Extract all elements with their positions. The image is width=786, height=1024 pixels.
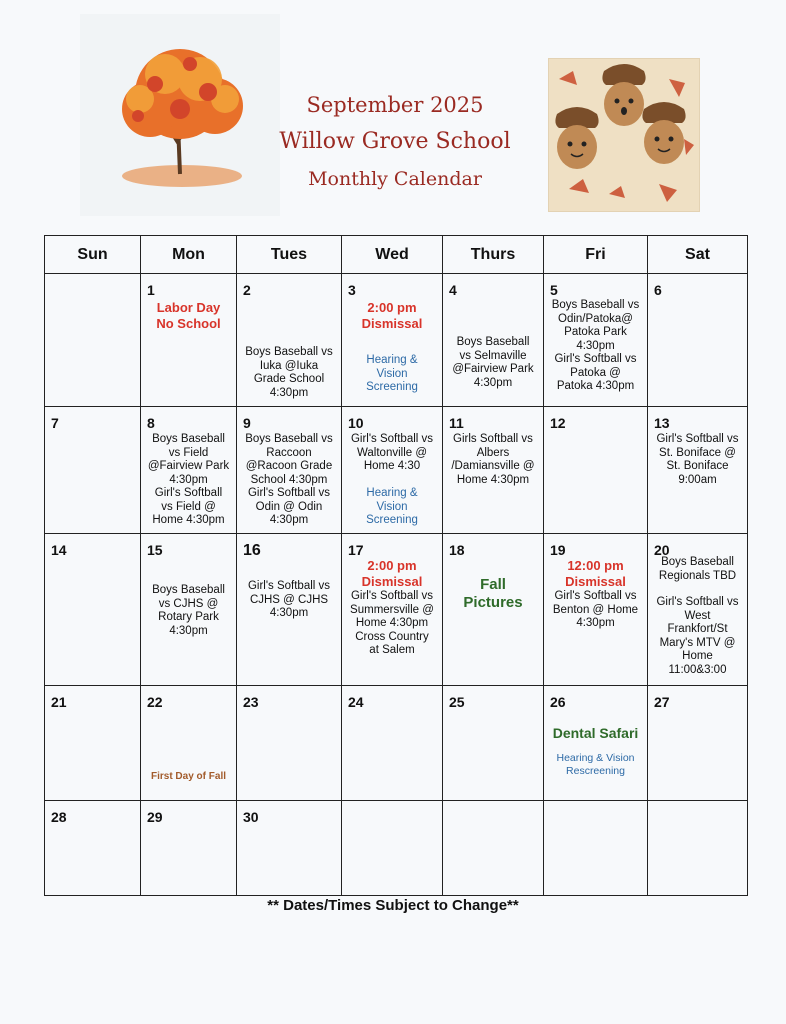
day-number: 24 xyxy=(348,694,364,710)
day-cell-19 xyxy=(544,534,648,686)
event-text: Home xyxy=(682,650,713,662)
day-cell-13 xyxy=(648,407,748,534)
event-text: Boys Baseball vs xyxy=(551,299,640,311)
event-text: 11:00&3:00 xyxy=(668,663,727,676)
weekday-mon: Mon xyxy=(141,236,237,274)
event-text: vs CJHS @ xyxy=(158,597,219,610)
day-cell-21 xyxy=(45,686,141,801)
day-number: 1 xyxy=(147,282,155,298)
event-text: Grade School xyxy=(253,373,325,385)
event-text: Patoka @ xyxy=(570,366,621,379)
day-cell-1 xyxy=(141,274,237,407)
event-text: Boys Baseball xyxy=(152,584,225,596)
day-cell-24 xyxy=(342,686,443,801)
event-text: Summersville @ xyxy=(350,603,434,616)
event-text: Screening xyxy=(366,514,418,526)
day-number: 21 xyxy=(51,694,67,710)
event-text: Girl's Softball vs xyxy=(656,596,739,608)
day-number: 6 xyxy=(654,282,662,298)
day-cell-3 xyxy=(342,274,443,407)
event-text: Hearing & xyxy=(366,487,418,499)
day-cell-empty xyxy=(443,801,544,896)
week-row xyxy=(45,274,748,407)
weekday-header-row xyxy=(45,236,748,274)
week-row xyxy=(45,801,748,896)
week-row xyxy=(45,407,748,534)
weekday-thurs: Thurs xyxy=(443,236,544,274)
weekday-sun: Sun xyxy=(45,236,141,274)
event-text: at Salem xyxy=(369,644,415,656)
day-number: 17 xyxy=(348,542,364,558)
day-cell-27 xyxy=(648,686,748,801)
event-text: vs Selmaville xyxy=(459,349,527,362)
day-cell-7 xyxy=(45,407,141,534)
weekday-tues: Tues xyxy=(237,236,342,274)
event-text: Screening xyxy=(366,381,418,393)
event-text: Boys Baseball xyxy=(152,433,225,445)
week-row xyxy=(45,534,748,686)
day-number: 20 xyxy=(654,542,670,558)
day-cell-6 xyxy=(648,274,748,407)
event-text: Dental Safari xyxy=(552,725,639,741)
event-text: West xyxy=(684,609,711,622)
day-cell-empty xyxy=(648,801,748,896)
event-text: Waltonville @ xyxy=(356,446,428,459)
event-text: School 4:30pm xyxy=(250,473,328,486)
event-text: Patoka Park xyxy=(564,326,627,338)
event-text: @Fairview Park xyxy=(452,363,534,375)
event-text: 4:30pm xyxy=(576,339,615,352)
day-number: 13 xyxy=(654,415,670,431)
day-cell-30 xyxy=(237,801,342,896)
event-text: Odin/Patoka@ xyxy=(558,312,633,325)
event-text: St. Boniface @ xyxy=(659,446,736,459)
event-text: Regionals TBD xyxy=(658,569,737,582)
event-text: @Fairview Park xyxy=(147,460,230,472)
day-number: 5 xyxy=(550,282,558,298)
event-text: Fall xyxy=(480,576,506,593)
event-text: No School xyxy=(156,316,221,331)
event-text: Boys Baseball vs xyxy=(245,433,333,445)
event-text: Home 4:30pm xyxy=(456,473,530,486)
event-text: First Day of Fall xyxy=(150,771,226,782)
day-cell-9 xyxy=(237,407,342,534)
event-text: Pictures xyxy=(463,594,523,611)
footer-note: ** Dates/Times Subject to Change** xyxy=(267,897,519,914)
event-text: Vision xyxy=(376,500,408,513)
event-text: 4:30pm xyxy=(269,514,309,526)
calendar-header xyxy=(270,90,520,194)
day-cell-15 xyxy=(141,534,237,686)
event-text: @Racoon Grade xyxy=(245,460,333,472)
event-text: 4:30pm xyxy=(269,607,309,619)
day-cell-29 xyxy=(141,801,237,896)
event-text: Odin @ Odin xyxy=(255,500,323,513)
day-cell-26 xyxy=(544,686,648,801)
event-text: vs Field xyxy=(168,446,209,459)
weekday-wed: Wed xyxy=(342,236,443,274)
event-text: 12:00 pm xyxy=(567,558,624,573)
event-text: Cross Country xyxy=(355,630,429,643)
day-cell-11 xyxy=(443,407,544,534)
day-cell-17 xyxy=(342,534,443,686)
event-text: Girl's Softball vs xyxy=(554,353,637,365)
event-text: Girl's Softball xyxy=(154,487,223,499)
day-number: 30 xyxy=(243,809,259,825)
event-text: Girl's Softball vs xyxy=(247,487,331,499)
day-cell-10 xyxy=(342,407,443,534)
day-number: 10 xyxy=(348,415,364,431)
school-name: Willow Grove School xyxy=(279,129,511,154)
weekday-fri: Fri xyxy=(544,236,648,274)
day-number: 12 xyxy=(550,415,566,431)
event-text: Hearing & xyxy=(366,354,418,366)
day-number: 28 xyxy=(51,809,67,825)
day-cell-14 xyxy=(45,534,141,686)
day-cell-18 xyxy=(443,534,544,686)
event-text: Frankfort/St xyxy=(667,623,728,635)
event-text: Girls Softball vs xyxy=(453,433,533,445)
event-text: Girl's Softball vs xyxy=(247,580,331,592)
event-text: CJHS @ CJHS xyxy=(249,593,329,606)
day-cell-20 xyxy=(648,534,748,686)
event-text: Dismissal xyxy=(361,574,423,589)
event-text: Girl's Softball vs xyxy=(350,590,434,602)
event-text: Girl's Softball vs xyxy=(350,433,434,445)
day-number: 3 xyxy=(348,282,356,298)
day-cell-23 xyxy=(237,686,342,801)
day-number: 8 xyxy=(147,415,155,431)
day-number: 14 xyxy=(51,542,67,558)
event-text: 4:30pm xyxy=(473,376,513,389)
event-text: 4:30pm xyxy=(169,624,208,637)
day-cell-empty xyxy=(544,801,648,896)
day-cell-28 xyxy=(45,801,141,896)
event-text: Dismissal xyxy=(361,316,423,331)
day-number: 15 xyxy=(147,542,163,558)
event-text: Boys Baseball xyxy=(456,336,530,348)
day-number: 18 xyxy=(449,542,465,558)
day-number: 27 xyxy=(654,694,670,710)
day-number: 16 xyxy=(243,542,261,559)
event-text: Raccoon xyxy=(266,446,312,459)
day-cell-empty xyxy=(45,274,141,407)
day-number: 29 xyxy=(147,809,163,825)
day-cell-22 xyxy=(141,686,237,801)
day-cell-25 xyxy=(443,686,544,801)
day-number: 25 xyxy=(449,694,465,710)
event-text: St. Boniface xyxy=(666,460,729,472)
day-number: 2 xyxy=(243,282,251,298)
day-number: 22 xyxy=(147,694,163,710)
day-number: 11 xyxy=(449,415,464,431)
day-number: 4 xyxy=(449,282,457,298)
event-text: Iuka @Iuka xyxy=(259,359,319,372)
day-cell-5 xyxy=(544,274,648,407)
event-text: vs Field @ xyxy=(161,500,216,513)
day-cell-8 xyxy=(141,407,237,534)
week-row xyxy=(45,686,748,801)
event-text: Girl's Softball vs xyxy=(656,433,739,445)
day-number: 9 xyxy=(243,415,251,431)
event-text: Home 4:30pm xyxy=(355,617,429,629)
day-cell-empty xyxy=(342,801,443,896)
event-text: Rescreening xyxy=(566,765,625,777)
calendar-grid xyxy=(44,235,748,896)
day-cell-12 xyxy=(544,407,648,534)
event-text: Home 4:30 xyxy=(363,460,421,472)
day-cell-2 xyxy=(237,274,342,407)
event-text: Patoka 4:30pm xyxy=(556,380,635,392)
acorns-image xyxy=(548,58,700,212)
day-number: 7 xyxy=(51,415,59,431)
month-title: September 2025 xyxy=(306,93,484,117)
event-text: Hearing & Vision xyxy=(556,752,635,764)
event-text: /Damiansville @ xyxy=(451,460,535,472)
event-text: Dismissal xyxy=(565,574,626,589)
weekday-sat: Sat xyxy=(648,236,748,274)
autumn-tree-image xyxy=(80,14,280,216)
event-text: Benton @ Home xyxy=(552,603,639,616)
event-text: 9:00am xyxy=(678,473,717,486)
day-number: 26 xyxy=(550,694,566,710)
event-text: 2:00 pm xyxy=(367,300,417,315)
event-text: Mary's MTV @ xyxy=(659,636,736,649)
event-text: Boys Baseball xyxy=(661,556,734,568)
event-text: Girl's Softball vs xyxy=(554,590,637,602)
event-text: Boys Baseball vs xyxy=(245,346,333,358)
calendar-subtitle: Monthly Calendar xyxy=(308,168,482,190)
event-text: Vision xyxy=(376,367,408,380)
event-text: 4:30pm xyxy=(169,473,208,486)
day-number: 23 xyxy=(243,694,259,710)
day-number: 19 xyxy=(550,542,566,558)
day-cell-16 xyxy=(237,534,342,686)
day-cell-4 xyxy=(443,274,544,407)
event-text: Labor Day xyxy=(156,300,221,315)
event-text: Home 4:30pm xyxy=(152,514,225,526)
event-text: Rotary Park xyxy=(158,611,219,623)
event-text: 4:30pm xyxy=(269,386,309,399)
event-text: 2:00 pm xyxy=(367,558,417,573)
event-text: 4:30pm xyxy=(576,617,615,629)
event-text: Albers xyxy=(476,446,510,459)
